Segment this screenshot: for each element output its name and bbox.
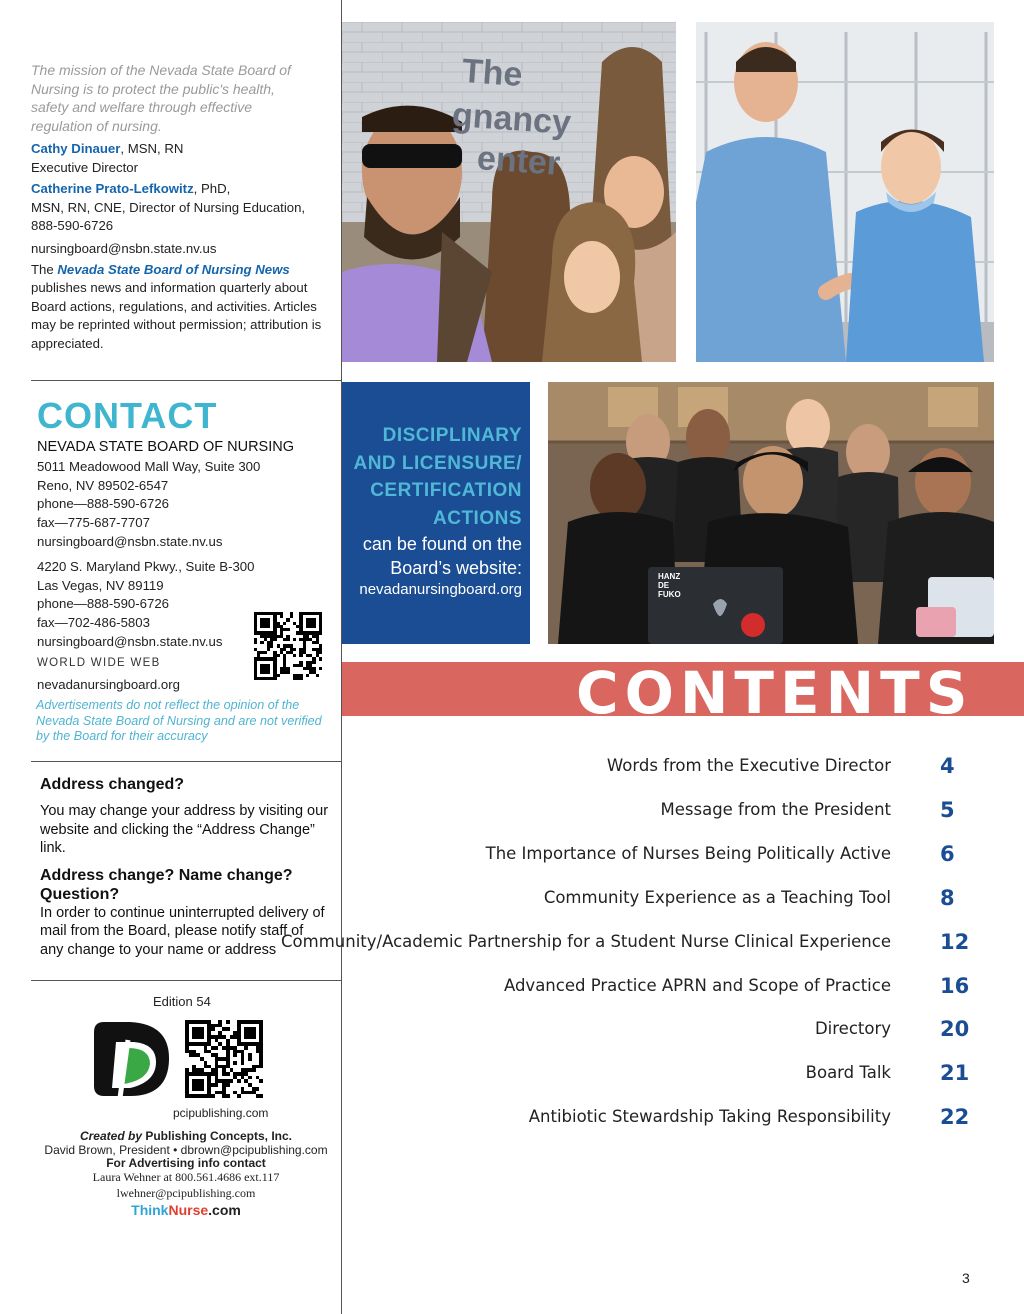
toc-row[interactable] [360, 1015, 1000, 1045]
staff-2-role: MSN, RN, CNE, Director of Nursing Education, [31, 199, 306, 215]
contents-title: CONTENTS [576, 659, 974, 727]
news-note [31, 261, 326, 354]
toc-row[interactable] [360, 884, 1000, 914]
students-illustration [548, 382, 994, 644]
toc-title: Community/Academic Partnership for a Student Nurse Clinical Experience [281, 932, 891, 951]
staff-2-creds: , PhD, [193, 181, 231, 197]
toc-page-number: 5 [940, 798, 955, 822]
toc-row[interactable] [360, 972, 1000, 1002]
handshake-illustration [696, 22, 994, 362]
page-number: 3 [962, 1270, 970, 1286]
board-email[interactable]: nursingboard@nsbn.state.nv.us [31, 240, 217, 256]
news-note-prefix: The [31, 261, 58, 277]
bluebox-line-4: ACTIONS [433, 507, 522, 529]
publisher-site[interactable]: pcipublishing.com [173, 1106, 269, 1120]
address-heading-1: Address changed? [40, 776, 185, 793]
vegas-line-1: 4220 S. Maryland Pkwy., Suite B-300 [37, 559, 255, 574]
vegas-phone: phone—888-590-6726 [37, 596, 169, 612]
president-line: David Brown, President • dbrown@pcipublishing.com [44, 1142, 328, 1157]
toc-page-number: 16 [940, 974, 970, 998]
toc-row[interactable] [360, 1103, 1000, 1133]
mission-statement: The mission of the Nevada State Board of Nursing is to protect the public's health, safety and welfare through effective regulation of nursing. [31, 62, 291, 134]
toc-title: Advanced Practice APRN and Scope of Practice [503, 976, 891, 995]
think-text: Think [131, 1201, 169, 1218]
bluebox-line-5: can be found on the [362, 534, 522, 554]
publisher-credits [31, 1130, 341, 1218]
ad-disclaimer: Advertisements do not reflect the opinion of the Nevada State Board of Nursing and are not verified by the Board for their accuracy [36, 698, 322, 744]
vegas-email[interactable]: nursingboard@nsbn.state.nv.us [37, 633, 223, 649]
publisher-company: Publishing Concepts, Inc. [142, 1129, 293, 1143]
reno-line-2: Reno, NV 89502-6547 [37, 477, 169, 493]
vegas-address [37, 558, 254, 652]
toc-title: The Importance of Nurses Being Politically Active [485, 844, 891, 863]
reno-address [37, 458, 260, 552]
advertising-info: For Advertising info contact [106, 1156, 266, 1171]
staff-1 [31, 140, 326, 159]
advertising-email[interactable]: lwehner@pcipublishing.com [116, 1186, 256, 1201]
sign-the: The [460, 51, 524, 95]
www-url[interactable]: nevadanursingboard.org [37, 677, 180, 692]
photo-selfie-group [342, 22, 676, 362]
bluebox-line-1: DISCIPLINARY [382, 425, 522, 446]
nurse-text: Nurse [168, 1201, 209, 1218]
divider [31, 980, 341, 981]
reno-fax: fax—775-687-7707 [37, 515, 150, 531]
toc-row[interactable] [360, 796, 1000, 826]
toc-title: Antibiotic Stewardship Taking Responsibility [528, 1107, 891, 1126]
bluebox-line-3: CERTIFICATION [370, 480, 522, 501]
disciplinary-actions-box [342, 382, 530, 644]
staff-1-role: Executive Director [31, 159, 139, 175]
sign-enter: enter [475, 139, 562, 183]
laptop-sticker [658, 572, 681, 599]
sticker-line-2: DE [658, 581, 670, 590]
staff-2 [31, 180, 326, 199]
toc-page-number: 12 [940, 930, 970, 954]
staff-2-phone: 888-590-6726 [31, 218, 114, 234]
contact-org: NEVADA STATE BOARD OF NURSING [37, 439, 295, 455]
toc-row[interactable] [281, 928, 1000, 958]
photo-nurses-handshake [696, 22, 994, 362]
bluebox-text [342, 422, 522, 600]
address-heading-2: Address change? Name change? Question? [40, 866, 293, 903]
news-note-text: publishes news and information quarterly about Board actions, regulations, and activities. Articles may be reprinted without permission; attribution is appreciated. [31, 280, 322, 351]
www-label: WORLD WIDE WEB [37, 657, 161, 669]
toc-page-number: 20 [940, 1017, 970, 1041]
sign-gnancy: gnancy [450, 95, 573, 143]
advertising-contact: Laura Wehner at 800.561.4686 ext.117 [92, 1169, 280, 1184]
created-by-line [31, 1130, 341, 1144]
reno-email[interactable]: nursingboard@nsbn.state.nv.us [37, 533, 223, 549]
toc-title: Words from the Executive Director [606, 756, 891, 775]
divider [31, 761, 341, 762]
edition: Edition 54 [153, 994, 211, 1009]
sticker-line-3: FUKO [658, 590, 681, 599]
address-text-2: In order to continue uninterrupted delivery of mail from the Board, please notify staff of any change to your name or address [40, 904, 325, 958]
photo-students-laptop [548, 382, 994, 644]
qr-code-icon[interactable] [254, 612, 322, 680]
toc-title: Board Talk [805, 1063, 891, 1082]
toc-row[interactable] [360, 840, 1000, 870]
bluebox-line-6: Board’s website: [390, 558, 522, 578]
toc-title: Directory [814, 1019, 891, 1038]
staff-1-name: Cathy Dinauer [31, 141, 121, 156]
reno-line-1: 5011 Meadowood Mall Way, Suite 300 [37, 459, 261, 474]
divider [31, 380, 341, 381]
staff-2-name: Catherine Prato-Lefkowitz [31, 181, 194, 197]
vegas-line-2: Las Vegas, NV 89119 [37, 577, 164, 593]
thinknurse-logo[interactable] [31, 1201, 341, 1218]
address-text-1: You may change your address by visiting our website and clicking the “Address Change” link. [40, 803, 329, 856]
news-pub-name: Nevada State Board of Nursing News [57, 261, 290, 277]
reno-phone: phone—888-590-6726 [37, 496, 169, 512]
qr-code-icon[interactable] [185, 1020, 263, 1098]
toc-page-number: 8 [940, 886, 955, 910]
toc-page-number: 22 [940, 1105, 970, 1129]
toc-page-number: 21 [940, 1061, 970, 1085]
staff-block [31, 140, 326, 354]
toc-row[interactable] [360, 1059, 1000, 1089]
pci-logo-icon [90, 1018, 172, 1100]
staff-1-creds: , MSN, RN [120, 141, 184, 156]
toc-page-number: 6 [940, 842, 955, 866]
bluebox-line-2: AND LICENSURE/ [353, 452, 522, 474]
toc-title: Community Experience as a Teaching Tool [543, 888, 891, 907]
toc-page-number: 4 [940, 754, 955, 778]
sticker-line-1: HANZ [658, 572, 681, 581]
toc-row[interactable] [360, 752, 1000, 782]
created-by: Created by [79, 1129, 142, 1143]
com-text: .com [208, 1201, 241, 1218]
contact-title: CONTACT [37, 395, 218, 436]
vegas-fax: fax—702-486-5803 [37, 615, 150, 631]
bluebox-url[interactable]: nevadanursingboard.org [359, 581, 522, 598]
toc-title: Message from the President [660, 800, 891, 819]
